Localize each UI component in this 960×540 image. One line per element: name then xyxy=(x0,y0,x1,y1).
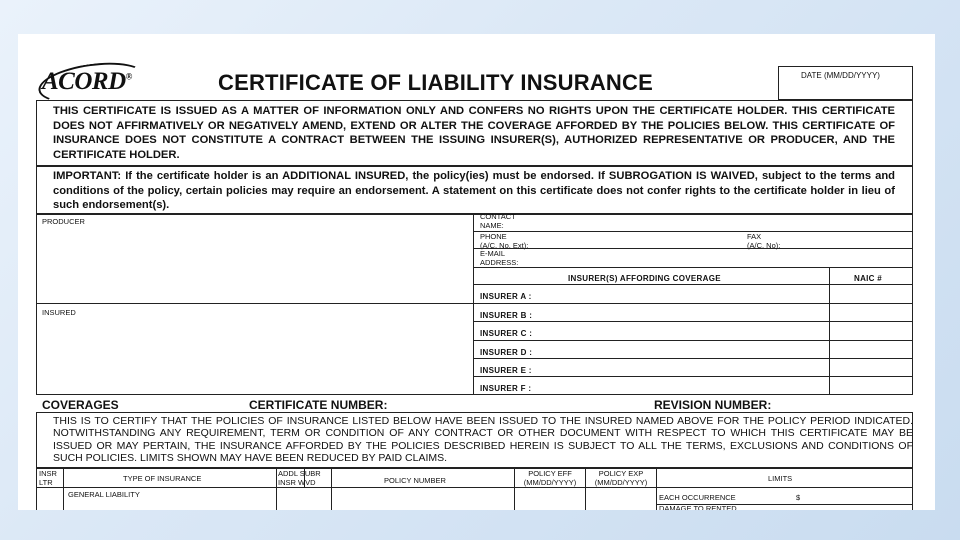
col-line-6 xyxy=(585,468,586,510)
contact-row-line xyxy=(473,231,913,232)
insurers-header-line xyxy=(473,284,913,285)
insurer-line-d xyxy=(473,358,913,359)
date-label: DATE (MM/DD/YYYY) xyxy=(801,71,880,80)
col-line-1 xyxy=(63,468,64,510)
naic-header: NAIC # xyxy=(854,274,883,283)
col-line-2 xyxy=(276,468,277,510)
email-label: E-MAIL ADDRESS: xyxy=(480,249,519,267)
important-box xyxy=(36,166,913,214)
acord-logo: ACORD® xyxy=(42,68,132,95)
coverage-statement-box xyxy=(36,412,913,468)
insurer-a: INSURER A : xyxy=(480,292,532,301)
page-title: CERTIFICATE OF LIABILITY INSURANCE xyxy=(218,70,653,95)
row-each-occurrence: EACH OCCURRENCE xyxy=(659,493,736,502)
col-line-5 xyxy=(514,468,515,510)
revision-number-label: REVISION NUMBER: xyxy=(654,398,772,412)
fax-label: FAX (A/C, No): xyxy=(747,232,781,250)
important-text: IMPORTANT: If the certificate holder is an ADDITIONAL INSURED, the policy(ies) must be endorsed. If SUBROGATION IS WAIVED, subject to the terms and conditions of the policy, certain policies may require an endorsement. A statement on this certificate does not confer rights to the certificate holder in lieu of such endorsement(s). xyxy=(53,170,895,212)
insurer-d: INSURER D : xyxy=(480,348,533,357)
col-policy-eff: POLICY EFF (MM/DD/YYYY) xyxy=(523,469,577,487)
col-addl-subr: ADDL SUBR INSR WVD xyxy=(278,469,321,487)
producer-field[interactable] xyxy=(42,228,468,300)
insurer-b: INSURER B : xyxy=(480,311,533,320)
email-row-line xyxy=(473,267,913,268)
contact-name-label: CONTACT NAME: xyxy=(480,212,516,230)
coverages-title: COVERAGES xyxy=(42,398,119,412)
insurer-c: INSURER C : xyxy=(480,329,533,338)
date-field[interactable] xyxy=(778,66,913,100)
disclaimer-box xyxy=(36,100,913,166)
phone-row-line xyxy=(473,248,913,249)
producer-insured-divider xyxy=(36,303,473,304)
col-line-4 xyxy=(331,468,332,510)
col-limits: LIMITS xyxy=(768,474,793,483)
insurer-e: INSURER E : xyxy=(480,366,532,375)
insured-label: INSURED xyxy=(42,308,76,317)
certificate-number-label: CERTIFICATE NUMBER: xyxy=(249,398,388,412)
disclaimer-text: THIS CERTIFICATE IS ISSUED AS A MATTER OF INFORMATION ONLY AND CONFERS NO RIGHTS UPON THE CERTIFICATE HOLDER. THIS CERTIFICATE DOES NOT AFFIRMATIVELY OR NEGATIVELY AMEND, EXTEND OR ALTER THE COVERAGE AFFORDED BY THE POLICIES BELOW. THIS CERTIFICATE OF INSURANCE DOES NOT CONSTITUTE A CONTRACT BETWEEN THE ISSUING INSURER(S), AUTHORIZED REPRESENTATIVE OR PRODUCER, AND THE CERTIFICATE HOLDER. xyxy=(53,105,895,161)
phone-label: PHONE (A/C, No, Ext): xyxy=(480,232,529,250)
insurer-f: INSURER F : xyxy=(480,384,532,393)
col-policy-exp: POLICY EXP (MM/DD/YYYY) xyxy=(594,469,648,487)
table-header-line xyxy=(36,487,913,488)
col-type-of-insurance: TYPE OF INSURANCE xyxy=(123,474,202,483)
col-policy-number: POLICY NUMBER xyxy=(384,476,446,485)
row-general-liability: GENERAL LIABILITY xyxy=(68,490,140,499)
insurer-line-e xyxy=(473,376,913,377)
insurer-line-b xyxy=(473,321,913,322)
row-damage-to-rented: DAMAGE TO RENTED xyxy=(659,504,737,510)
insurer-line-a xyxy=(473,303,913,304)
row-currency: $ xyxy=(796,493,801,502)
insurers-header: INSURER(S) AFFORDING COVERAGE xyxy=(568,274,721,283)
producer-label: PRODUCER xyxy=(42,217,85,226)
insurer-line-c xyxy=(473,340,913,341)
certificate-sheet xyxy=(18,34,935,510)
col-insr-ltr: INSR LTR xyxy=(39,469,57,487)
parties-divider xyxy=(473,214,474,395)
insured-field[interactable] xyxy=(42,319,468,391)
coverage-statement-text: THIS IS TO CERTIFY THAT THE POLICIES OF INSURANCE LISTED BELOW HAVE BEEN ISSUED TO THE INSURED NAMED ABOVE FOR THE POLICY PERIOD INDICATED. NOTWITHSTANDING ANY REQUIREMENT, TERM OR CONDITION OF ANY CONTRACT OR OTHER DOCUMENT WITH RESPECT TO WHICH THIS CERTIFICATE MAY BE ISSUED OR MAY PERTAIN, THE INSURANCE AFFORDED BY THE POLICIES DESCRIBED HEREIN IS SUBJECT TO ALL THE TERMS, EXCLUSIONS AND CONDITIONS OF SUCH POLICIES. LIMITS SHOWN MAY HAVE BEEN REDUCED BY PAID CLAIMS. xyxy=(53,415,913,465)
